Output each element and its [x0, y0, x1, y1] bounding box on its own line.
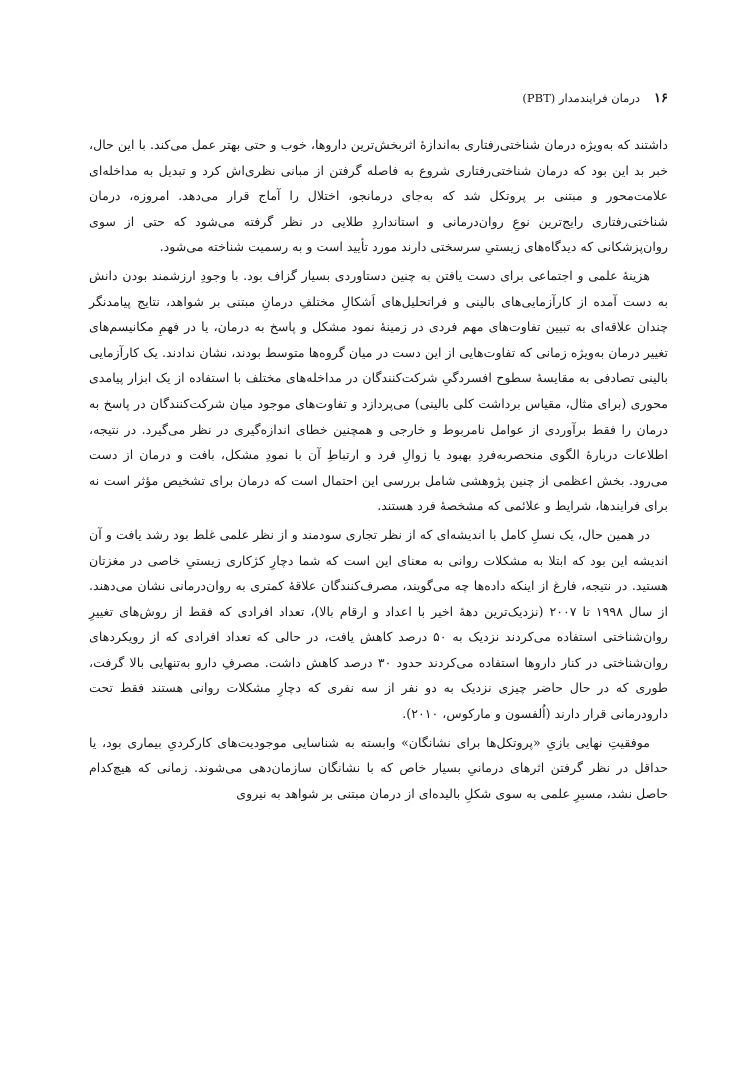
paragraph-4: موفقیتِ نهایی بازیِ «پروتکل‌ها برای نشانگان» وابسته به شناسایی موجودیت‌های کارکردیِ بیماری بود، یا حداقل در نظر گرفتن اثرهای درمانیِ بسیار خاص که با نشانگان سازمان‌دهی می‌شوند. زمانی که هیچ‌کدام حاصل نشد، مسیرِ علمی به سوی شکلِ بالیده‌ای از درمان مبتنی بر شواهد به نیروی	[89, 734, 668, 801]
paragraph-3: در همین حال، یک نسلِ کامل با اندیشه‌ای که از نظر تجاری سودمند و از نظر علمی غلط بود رشد یافت و آن اندیشه این بود که ابتلا به مشکلات روانی به معنای این است که شما دچارِ کژکاری زیستیِ خاصی در مغزتان هستید. در نتیجه، فارغ از اینکه داده‌ها چه می‌گویند، مصرف‌کنندگان علاقهٔ کمتری به روان‌درمانی نشان می‌دهند. از سال ۱۹۹۸ تا ۲۰۰۷ (نزدیک‌ترین دههٔ اخیر با اعداد و ارقام بالا)، تعداد افرادی که فقط از روش‌های تغییرِ روان‌شناختی استفاده می‌کردند نزدیک به ۵۰ درصد کاهش یافت، در حالی که تعداد افرادی که از رویکردهای روان‌شناختی در کنار داروها استفاده می‌کردند حدود ۳۰ درصد کاهش داشت. مصرفِ دارو به‌تنهایی بالا گرفت، طوری که در حال حاضر چیزی نزدیک به دو نفر از سه نفری که دچارِ مشکلات روانی هستند فقط تحت دارودرمانی قرار دارند (اُلفسون و مارکوس، ۲۰۱۰).	[89, 526, 668, 722]
paragraph-2: هزینهٔ علمی و اجتماعی برای دست یافتن به چنین دستاوردی بسیار گزاف بود. با وجودِ ارزشمند بودن دانش به دست آمده از کارآزمایی‌های بالینی و فراتحلیل‌های اَشکالِ مختلفِ درمانِ مبتنی بر شواهد، نتایج پیامدنگر چندان علاقه‌ای به تبیین تفاوت‌های مهم فردی در زمینهٔ نمود مشکل و پاسخ به درمان، یا در فهمِ مکانیسم‌های تغییر درمان به‌ویژه زمانی که تفاوت‌هایی از این دست در میان گروه‌ها متوسط بودند، نشان ندادند. یک کارآزمایی بالینی تصادفی به مقایسهٔ سطوح افسردگیِ شرکت‌کنندگان در مداخله‌های مختلف با استفاده از یک ابزار پیامدی محوری (برای مثال، مقیاس برداشت کلی بالینی) می‌پردازد و تفاوت‌های موجود میان شرکت‌کنندگان در پاسخ به درمان را فقط برآوردی از عوامل نامربوط و خارجی و همچنین خطای اندازه‌گیری در نظر می‌گیرد. در نتیجه، اطلاعات دربارهٔ الگوی منحصربه‌فردِ بهبود یا زوالِ فرد و ارتباطِ آن با نمودِ مشکل، بافت و درمان از دست می‌رود. بخش اعظمی از چنین پژوهشی شامل بررسی این احتمال است که درمان برای تشخیص مؤثر است نه برای فرایندها، شرایط و علائمی که مشخصهٔ فرد هستند.	[89, 267, 668, 514]
running-header	[89, 90, 668, 106]
page-number: ۱۶	[654, 91, 668, 106]
page-content	[89, 132, 668, 806]
paragraph-1: داشتند که به‌ویژه درمان شناختی‌رفتاری به‌اندازهٔ اثربخش‌ترین داروها، خوب و حتی بهتر عمل می‌کند. با این حال، خبر بد این بود که درمان شناختی‌رفتاری شروع به فاصله گرفتن از مبانی نظری‌اش کرد و تبدیل به مداخله‌ای علامت‌محور و مبتنی بر پروتکل شد که به‌جای درمانجو، اختلال را آماج قرار می‌دهد. امروزه، درمان شناختی‌رفتاری رایج‌ترین نوعِ روان‌درمانی و استانداردِ طلایی در نظر گرفته می‌شود که حتی از سوی روان‌پزشکانی که دیدگاه‌های زیستیِ سرسختی دارند مورد تأیید است و به رسمیت شناخته می‌شود.	[89, 137, 668, 255]
running-title: درمان فرایندمدار (PBT)	[522, 91, 641, 105]
